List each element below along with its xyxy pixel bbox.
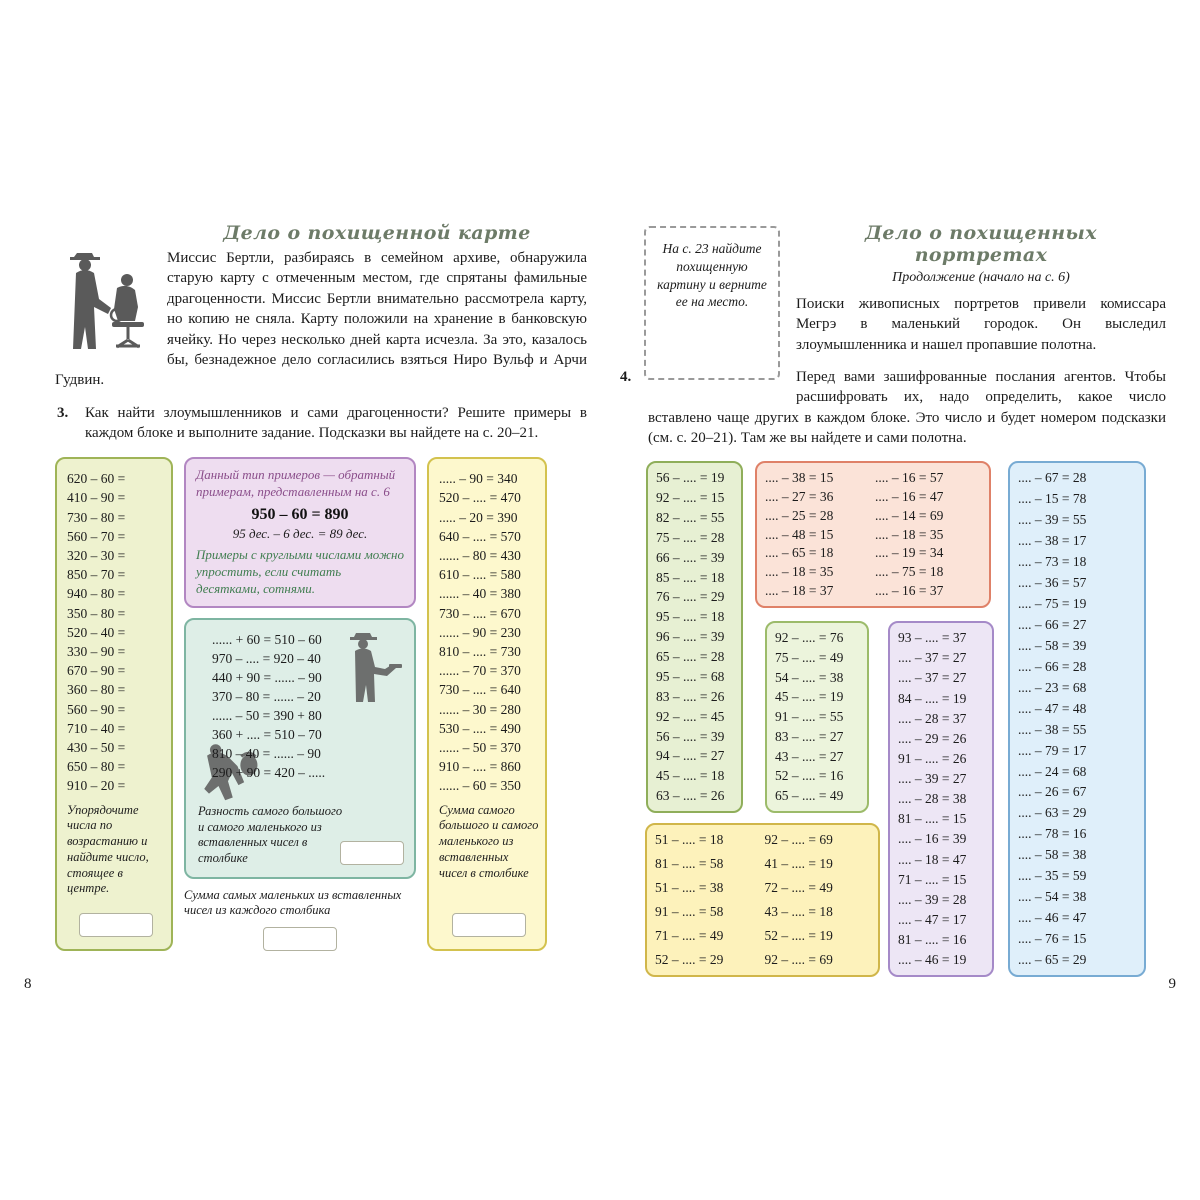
exercise-row: 370 – 80 = ...... – 20: [212, 688, 321, 704]
task-3: [55, 403, 587, 444]
exercise-row: 81 – .... = 16: [898, 932, 967, 948]
exercise-row: 84 – .... = 19: [898, 690, 967, 706]
exercise-list: [775, 630, 859, 804]
exercise-row: .... – 76 = 15: [1018, 931, 1087, 947]
exercise-row: .... – 16 = 57: [875, 470, 944, 486]
exercise-row: 95 – .... = 18: [656, 609, 725, 625]
exercise-row: 45 – .... = 19: [775, 689, 844, 705]
exercise-row: .... – 46 = 19: [898, 952, 967, 968]
formula-note: 95 дес. – 6 дес. = 89 дес.: [232, 526, 368, 542]
right-page: [618, 222, 1166, 981]
exercise-row: .... – 79 = 17: [1018, 742, 1087, 758]
exercise-row: 320 – 30 =: [67, 548, 126, 564]
exercise-list: [898, 630, 984, 968]
yellow-block: [645, 823, 880, 977]
exercise-row: ..... – 90 = 340: [439, 471, 518, 487]
exercise-row: 560 – 70 =: [67, 528, 126, 544]
exercise-row: 810 – 40 = ...... – 90: [212, 745, 321, 761]
exercise-row: 560 – 90 =: [67, 701, 126, 717]
exercise-row: .... – 75 = 18: [875, 564, 944, 580]
green-column: [55, 457, 173, 951]
exercise-row: 520 – .... = 470: [439, 490, 521, 506]
exercise-row: 83 – .... = 27: [775, 728, 844, 744]
answer-input[interactable]: [452, 913, 526, 937]
exercise-row: .... – 46 = 47: [1018, 910, 1087, 926]
exercise-row: 56 – .... = 39: [656, 728, 725, 744]
exercise-row: .... – 38 = 17: [1018, 533, 1087, 549]
exercise-row: 91 – .... = 26: [898, 750, 967, 766]
exercise-row: 43 – .... = 27: [775, 748, 844, 764]
answer-input[interactable]: [263, 927, 337, 951]
answer-input[interactable]: [340, 841, 404, 865]
exercise-row: .... – 16 = 39: [898, 831, 967, 847]
task-text: Перед вами зашифрованные послания агентов. Чтобы расшифровать их, надо определить, какое число вставлено чаще других в каждом блоке. Это число и будет номером подсказки (см. с. 20–21). Там же вы найдете и сами полотна.: [648, 369, 1166, 446]
exercise-row: 330 – 90 =: [67, 644, 126, 660]
exercise-row: 95 – .... = 68: [656, 668, 725, 684]
exercise-row: 41 – .... = 19: [764, 856, 833, 872]
exercise-row: .... – 65 = 18: [765, 545, 834, 561]
example-formula: 950 – 60 = 890: [251, 506, 349, 524]
exercise-row: .... – 73 = 18: [1018, 553, 1087, 569]
exercise-row: 430 – 50 =: [67, 740, 126, 756]
exercise-row: .... – 16 = 37: [875, 583, 944, 599]
info-box: [184, 457, 416, 607]
exercise-row: .... – 16 = 47: [875, 489, 944, 504]
exercise-row: 81 – .... = 58: [655, 856, 724, 872]
exercise-list: [656, 470, 733, 804]
exercise-row: 910 – .... = 860: [439, 759, 521, 775]
exercise-row: 65 – .... = 49: [775, 788, 844, 804]
exercise-row: .... – 15 = 78: [1018, 491, 1087, 507]
exercise-list: [765, 832, 871, 968]
exercise-row: 350 – 80 =: [67, 605, 126, 621]
exercise-row: .... – 67 = 28: [1018, 470, 1087, 486]
exercise-row: .... – 38 = 15: [765, 470, 834, 486]
exercise-row: .... – 28 = 37: [898, 710, 967, 726]
detectives-illustration: [55, 242, 155, 356]
pink-block: [755, 461, 991, 608]
exercise-row: .... – 37 = 27: [898, 650, 967, 666]
exercise-list: [1018, 470, 1136, 968]
exercise-row: 51 – .... = 18: [655, 832, 724, 848]
exercise-row: 96 – .... = 39: [656, 629, 725, 645]
answer-input[interactable]: [79, 913, 153, 937]
exercise-row: 810 – .... = 730: [439, 644, 521, 660]
exercise-row: 92 – .... = 15: [656, 490, 725, 506]
exercise-row: .... – 18 = 37: [765, 583, 834, 599]
middle-column: [184, 457, 416, 951]
exercise-row: .... – 66 = 28: [1018, 658, 1087, 674]
exercise-row: .... – 48 = 15: [765, 526, 834, 542]
exercise-row: 360 – 80 =: [67, 682, 126, 698]
box-instruction: Разность самого большого и самого маленького из вставленных чисел в столбике: [198, 804, 343, 866]
exercise-row: 52 – .... = 19: [764, 928, 833, 944]
exercise-row: 440 + 90 = ...... – 90: [212, 669, 322, 685]
exercise-row: 92 – .... = 45: [656, 708, 725, 724]
exercise-row: 71 – .... = 49: [655, 928, 724, 944]
exercise-row: 670 – 90 =: [67, 663, 126, 679]
exercise-row: 610 – .... = 580: [439, 567, 521, 583]
exercise-row: ...... – 70 = 370: [439, 663, 521, 679]
page-number-left: 8: [24, 976, 32, 992]
exercise-row: ..... – 20 = 390: [439, 509, 518, 525]
exercise-row: 620 – 60 =: [67, 471, 126, 487]
info-intro: Данный тип примеров — обратный примерам, представленным на с. 6: [196, 467, 396, 500]
exercise-row: .... – 18 = 35: [765, 564, 834, 580]
exercise-row: 730 – 80 =: [67, 509, 126, 525]
exercise-row: ...... – 50 = 390 + 80: [212, 707, 322, 723]
exercise-row: .... – 35 = 59: [1018, 868, 1087, 884]
green-block: [646, 461, 743, 813]
exercise-row: 72 – .... = 49: [764, 880, 833, 896]
exercise-row: .... – 54 = 38: [1018, 889, 1087, 905]
exercise-row: .... – 39 = 55: [1018, 512, 1087, 528]
exercise-list: [198, 630, 404, 782]
exercise-list: [439, 469, 539, 795]
exercise-row: 43 – .... = 18: [764, 904, 833, 920]
exercise-row: 730 – .... = 670: [439, 605, 521, 621]
exercise-list: [655, 832, 761, 968]
exercise-row: .... – 65 = 29: [1018, 952, 1087, 968]
exercise-row: 360 + .... = 510 – 70: [212, 726, 322, 742]
page-subtitle: Продолжение (начало на с. 6): [892, 270, 1070, 285]
exercise-row: 94 – .... = 27: [656, 748, 725, 764]
column-instruction: Упорядочите числа по возрастанию и найдите число, стоящее в центре.: [67, 802, 149, 896]
purple-block: [888, 621, 994, 977]
exercise-row: 54 – .... = 38: [775, 669, 844, 685]
exercise-row: .... – 58 = 39: [1018, 637, 1087, 653]
exercise-row: 970 – .... = 920 – 40: [212, 650, 321, 666]
exercise-row: 66 – .... = 39: [656, 549, 725, 565]
exercise-row: ...... – 60 = 350: [439, 778, 521, 794]
exercise-row: 410 – 90 =: [67, 490, 126, 506]
exercise-row: 56 – .... = 19: [656, 470, 725, 486]
yellow-column: [427, 457, 547, 951]
exercise-row: .... – 23 = 68: [1018, 679, 1087, 695]
exercise-row: 71 – .... = 15: [898, 871, 967, 887]
exercise-row: .... – 78 = 16: [1018, 826, 1087, 842]
page-title: Дело о похищенных портретах: [865, 222, 1097, 266]
exercise-row: .... – 66 = 27: [1018, 616, 1087, 632]
exercise-row: .... – 27 = 36: [765, 489, 834, 504]
hint-note-box: На с. 23 найдите похищенную картину и верните ее на место.: [644, 226, 780, 380]
exercise-row: .... – 24 = 68: [1018, 763, 1087, 779]
exercise-row: .... – 75 = 19: [1018, 595, 1087, 611]
exercise-row: .... – 36 = 57: [1018, 574, 1087, 590]
exercise-row: 63 – .... = 26: [656, 788, 725, 804]
exercise-row: 92 – .... = 76: [775, 630, 844, 646]
exercise-row: ...... – 80 = 430: [439, 548, 521, 564]
left-page: [55, 222, 587, 951]
exercise-row: ...... + 60 = 510 – 60: [212, 631, 322, 647]
exercise-columns: [55, 457, 587, 951]
intro-paragraph: Миссис Бертли, разбираясь в семейном архиве, обнаружила старую карту с отмеченным местом, где спрятаны фамильные драгоценности. Миссис Бертли внимательно рассмотрела карту, но копию не сняла. Карту положили на хранение в банковскую ячейку. Но через несколько дней карта исчезла. За это, казалось бы, безнадежное дело согласились взяться Ниро Вульф и Арчи Гудвин.: [55, 250, 587, 389]
exercise-row: 850 – 70 =: [67, 567, 126, 583]
exercise-row: 81 – .... = 15: [898, 811, 967, 827]
blue-block: [1008, 461, 1146, 977]
exercise-row: 45 – .... = 18: [656, 768, 725, 784]
exercise-row: 640 – .... = 570: [439, 528, 521, 544]
exercise-row: 530 – .... = 490: [439, 720, 521, 736]
detective-and-client-icon: [55, 242, 155, 356]
cipher-blocks: [618, 461, 1166, 981]
exercise-row: .... – 39 = 27: [898, 771, 967, 787]
exercise-row: .... – 19 = 34: [875, 545, 944, 561]
exercise-row: ...... – 40 = 380: [439, 586, 521, 602]
exercise-row: .... – 14 = 69: [875, 507, 944, 523]
exercise-row: 92 – .... = 69: [764, 952, 833, 968]
exercise-row: 710 – 40 =: [67, 720, 126, 736]
exercise-row: ...... – 30 = 280: [439, 701, 521, 717]
exercise-row: ...... – 50 = 370: [439, 740, 521, 756]
exercise-row: 75 – .... = 49: [775, 649, 844, 665]
info-tip: Примеры с круглыми числами можно упростить, если считать десятками, сотнями.: [196, 547, 404, 596]
exercise-row: 91 – .... = 55: [775, 709, 844, 725]
exercise-row: 51 – .... = 38: [655, 880, 724, 896]
exercise-row: 52 – .... = 29: [655, 952, 724, 968]
intro-paragraph: Поиски живописных портретов привели комиссара Мегрэ в маленький городок. Он выследил злоумышленника и нашел пропавшие полотна.: [796, 296, 1166, 353]
exercise-row: .... – 18 = 47: [898, 851, 967, 867]
page-number-right: 9: [1168, 976, 1176, 992]
exercise-row: .... – 47 = 48: [1018, 700, 1087, 716]
exercise-list: [875, 470, 981, 599]
exercise-row: .... – 37 = 27: [898, 670, 967, 686]
exercise-row: 91 – .... = 58: [655, 904, 724, 920]
exercise-row: .... – 28 = 38: [898, 791, 967, 807]
exercise-row: 82 – .... = 55: [656, 509, 725, 525]
task-number: 3.: [57, 404, 69, 421]
exercise-row: .... – 29 = 26: [898, 730, 967, 746]
exercise-list: [765, 470, 871, 599]
equations-box: [184, 618, 416, 879]
exercise-row: 520 – 40 =: [67, 624, 126, 640]
exercise-row: 76 – .... = 29: [656, 589, 725, 605]
exercise-row: 93 – .... = 37: [898, 630, 967, 646]
task-text: Как найти злоумышленников и сами драгоценности? Решите примеры в каждом блоке и выполните задание. Подсказки вы найдете на с. 20–21.: [85, 404, 587, 441]
exercise-row: 85 – .... = 18: [656, 569, 725, 585]
exercise-row: ...... – 90 = 230: [439, 624, 521, 640]
exercise-row: 730 – .... = 640: [439, 682, 521, 698]
task-number: 4.: [620, 369, 632, 386]
exercise-row: .... – 18 = 35: [875, 526, 944, 542]
exercise-list: [67, 469, 165, 795]
exercise-row: .... – 63 = 29: [1018, 805, 1087, 821]
exercise-row: .... – 47 = 17: [898, 911, 967, 927]
page-title: Дело о похищенной карте: [223, 222, 531, 244]
exercise-row: .... – 58 = 38: [1018, 847, 1087, 863]
exercise-row: 650 – 80 =: [67, 759, 126, 775]
exercise-row: 92 – .... = 69: [764, 832, 833, 848]
exercise-row: .... – 39 = 28: [898, 891, 967, 907]
column-instruction: Сумма самого большого и самого маленького из вставленных чисел в столбике: [439, 802, 539, 880]
task-4: [618, 367, 1166, 448]
exercise-row: 290 + 90 = 420 – .....: [212, 764, 326, 780]
exercise-row: .... – 38 = 55: [1018, 721, 1087, 737]
exercise-row: 65 – .... = 28: [656, 649, 725, 665]
exercise-row: 75 – .... = 28: [656, 529, 725, 545]
exercise-row: .... – 25 = 28: [765, 507, 834, 523]
lightgreen-block: [765, 621, 869, 813]
exercise-row: 52 – .... = 16: [775, 768, 844, 784]
exercise-row: 910 – 20 =: [67, 778, 126, 794]
exercise-row: .... – 26 = 67: [1018, 784, 1087, 800]
exercise-row: 940 – 80 =: [67, 586, 126, 602]
middle-instruction: Сумма самых маленьких из вставленных чисел из каждого столбика: [184, 887, 402, 918]
exercise-row: 83 – .... = 26: [656, 688, 725, 704]
